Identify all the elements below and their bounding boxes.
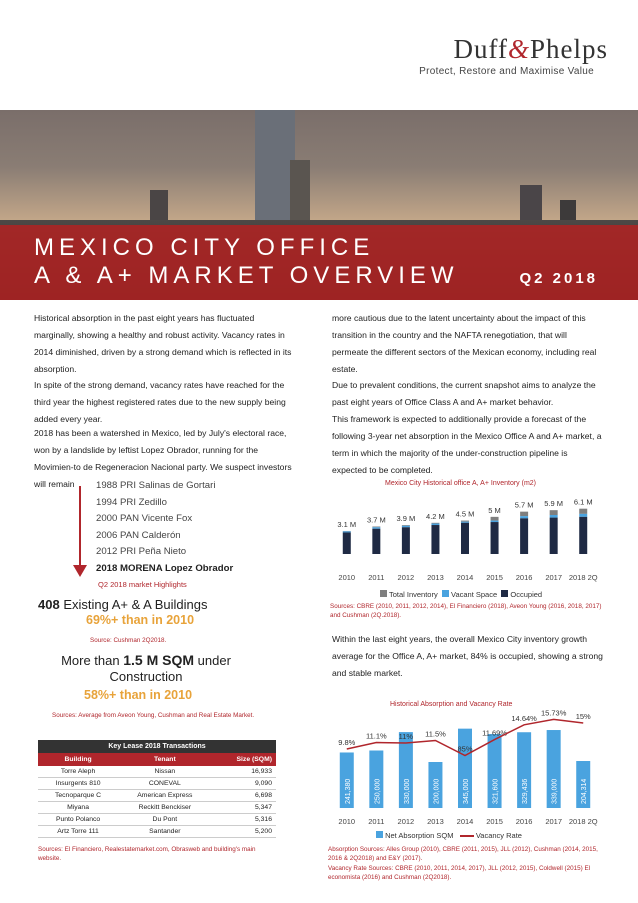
inventory-x-tick-label: 2018 2Q: [568, 573, 598, 582]
table-row: [38, 790, 276, 802]
intro-paragraph-5: Due to prevalent conditions, the current snapshot aims to analyze the past eight years of Office Class A and A+ market behavior.: [332, 380, 596, 407]
presidency-timeline: [96, 478, 233, 577]
inventory-occupied-bar: [491, 522, 499, 554]
inventory-occupied-bar: [343, 532, 351, 554]
absorption-bar-label: 250,000: [374, 778, 382, 804]
inventory-chart-source: Sources: CBRE (2010, 2011, 2012, 2014), El Financiero (2018), Aveon Young (2016, 2018, 2017) and Cushman (2Q.2018).: [330, 603, 602, 619]
timeline-item: 1994 PRI Zedillo: [96, 496, 167, 508]
absorption-x-tick-label: 2012: [397, 817, 415, 826]
absorption-chart-source: Absorption Sources: Alles Group (2010), CBRE (2011, 2015), JLL (2012), Cushman (2014, 2015, 2016 & 2Q2018) and E&Y (2017).: [328, 846, 598, 862]
absorption-x-tick-label: 2015: [486, 817, 503, 826]
table-cell: 9,090: [212, 778, 276, 790]
inventory-occupied-bar: [372, 529, 380, 554]
vacancy-rate-label: 14.64%: [511, 713, 537, 723]
intro-paragraph-1: Historical absorption in the past eight years has fluctuated marginally, showing a healthy and robust activity. Vacancy rates in 2014 diminished, driven by a strong demand which is reflected in its absorption.: [34, 313, 292, 374]
inventory-total-bar: [550, 510, 558, 515]
inventory-total-bar: [372, 527, 380, 528]
column-header: Size (SQM): [212, 753, 276, 766]
absorption-bar-label: 200,000: [433, 778, 441, 804]
legend-line: [460, 835, 474, 837]
legend-swatch: [380, 590, 387, 597]
inventory-total-bar: [491, 517, 499, 521]
inventory-bar-label: 3.9 M: [396, 514, 416, 524]
absorption-x-tick-label: 2017: [545, 817, 563, 826]
inventory-chart: [326, 488, 604, 600]
inventory-x-tick-label: 2015: [486, 573, 503, 582]
inventory-bar-label: 5.7 M: [514, 500, 534, 510]
absorption-bar-label: 339,000: [551, 778, 559, 804]
timeline-arrow-line: [79, 486, 81, 568]
table-row: [38, 802, 276, 814]
absorption-bar-label: 345,000: [463, 778, 470, 804]
absorption-chart-legend: Net Absorption SQM Vacancy Rate: [376, 831, 522, 840]
inventory-chart-title: Mexico City Historical office A, A+ Inventory (m2): [385, 480, 537, 487]
inventory-bar-label: 4.2 M: [426, 511, 445, 521]
column-header: Tenant: [118, 753, 211, 766]
table-cell: CONEVAL: [118, 778, 211, 790]
inventory-occupied-bar: [520, 518, 528, 554]
inventory-occupied-bar: [402, 527, 410, 554]
inventory-x-tick-label: 2014: [456, 573, 474, 582]
inventory-vacant-bar: [520, 516, 528, 518]
vacancy-rate-label: 85%: [457, 744, 473, 754]
vacancy-rate-label: 9.8%: [338, 738, 356, 747]
inventory-vacant-bar: [431, 524, 439, 525]
timeline-item: 2012 PRI Peña Nieto: [96, 546, 187, 557]
table-cell: Santander: [118, 826, 211, 838]
timeline-item: 2006 PAN Calderón: [96, 529, 181, 541]
inventory-occupied-bar: [550, 518, 558, 554]
timeline-item: 2000 PAN Vicente Fox: [96, 513, 193, 524]
vacancy-rate-label: 11.69%: [482, 728, 508, 738]
inventory-vacant-bar: [550, 515, 558, 518]
report-title-line1: MEXICO CITY OFFICE: [34, 234, 375, 261]
table-cell: Reckitt Benckiser: [118, 802, 211, 814]
inventory-vacant-bar: [402, 526, 410, 527]
quarter-badge: Q2 2018: [519, 270, 598, 287]
legend-swatch: [376, 831, 383, 838]
absorption-bar-label: 204,314: [581, 778, 589, 804]
inventory-x-tick-label: 2013: [427, 573, 444, 582]
table-row: [38, 778, 276, 790]
inventory-x-tick-label: 2017: [545, 573, 563, 582]
table-cell: Insurgents 810: [38, 778, 118, 790]
table-cell: Tecnoparque C: [38, 790, 118, 802]
legend-swatch: [501, 590, 508, 597]
inventory-total-bar: [461, 521, 469, 522]
inventory-x-tick-label: 2011: [368, 573, 385, 582]
highlight-buildings: 408 Existing A+ & A Buildings: [38, 597, 208, 612]
inventory-total-bar: [579, 509, 587, 514]
highlight-construction-growth: 58%+ than in 2010: [84, 688, 193, 702]
absorption-bar-label: 321,600: [492, 778, 500, 804]
absorption-chart-title: Historical Absorption and Vacancy Rate: [390, 701, 513, 708]
highlight-construction-source: Sources: Average from Aveon Young, Cushman and Real Estate Market.: [52, 712, 255, 719]
intro-paragraph-4: more cautious due to the latent uncertainty about the impact of this transition in the country and the NAFTA renegotiation, that will permeate the different sectors of the Mexican economy, including real estate.: [332, 313, 597, 374]
inventory-x-tick-label: 2016: [515, 573, 533, 582]
inventory-vacant-bar: [461, 522, 469, 523]
vacancy-rate-label: 15%: [575, 712, 591, 721]
highlights-title: Q2 2018 market Highlights: [98, 580, 187, 589]
table-cell: Torre Aleph: [38, 766, 118, 778]
inventory-occupied-bar: [431, 525, 439, 554]
highlight-buildings-growth: 69%+ than in 2010: [86, 613, 195, 627]
inventory-vacant-bar: [491, 521, 499, 522]
timeline-item: 1988 PRI Salinas de Gortari: [96, 480, 216, 491]
inventory-bar-label: 5.9 M: [544, 499, 564, 509]
inventory-x-tick-label: 2012: [397, 573, 415, 582]
inventory-bar-label: 4.5 M: [455, 509, 475, 519]
table-cell: American Express: [118, 790, 211, 802]
report-title-line2: A & A+ MARKET OVERVIEW: [34, 262, 459, 289]
inventory-total-bar: [402, 525, 410, 526]
table-cell: Nissan: [118, 766, 211, 778]
inventory-total-bar: [520, 512, 528, 516]
table-cell: 5,316: [212, 814, 276, 826]
table-row: [38, 814, 276, 826]
inventory-vacant-bar: [343, 531, 351, 532]
table-cell: 6,698: [212, 790, 276, 802]
inventory-chart-legend: Total Inventory Vacant Space Occupied: [380, 590, 542, 599]
table-cell: 5,347: [212, 802, 276, 814]
lease-table-source: Sources: El Financiero, Realestatemarket.com, Obrasweb and building's main website.: [38, 846, 256, 862]
table-cell: 5,200: [212, 826, 276, 838]
absorption-x-tick-label: 2013: [427, 817, 444, 826]
absorption-x-tick-label: 2010: [338, 817, 356, 826]
vacancy-rate-label: 15.73%: [540, 708, 567, 718]
inventory-bar-label: 3.7 M: [366, 515, 386, 525]
highlight-construction: More than 1.5 M SQM under Construction: [61, 652, 231, 684]
inventory-bar-label: 3.1 M: [337, 519, 357, 529]
absorption-x-tick-label: 2011: [368, 817, 385, 826]
table-cell: Artz Torre 111: [38, 826, 118, 838]
company-tagline: Protect, Restore and Maximise Value: [419, 66, 594, 77]
inventory-vacant-bar: [372, 527, 380, 528]
inventory-summary-paragraph: Within the last eight years, the overall Mexico City inventory growth average for the Office A, A+ market, 84% is occupied, showing a strong and stable market.: [332, 634, 603, 678]
highlight-buildings-source: Source: Cushman 2Q2018.: [90, 637, 167, 644]
absorption-bar-label: 329,436: [522, 778, 530, 804]
inventory-bar-label: 5 M: [488, 505, 501, 515]
company-logo: Duff&Phelps: [453, 34, 608, 64]
inventory-occupied-bar: [579, 517, 587, 554]
column-header: Building: [38, 753, 118, 766]
vacancy-rate-label: 11%: [398, 732, 414, 741]
absorption-x-tick-label: 2018 2Q: [568, 817, 598, 826]
table-row: [38, 766, 276, 778]
vacancy-rate-label: 11.5%: [425, 729, 446, 739]
absorption-x-tick-label: 2014: [456, 817, 474, 826]
intro-paragraph-2: In spite of the strong demand, vacancy rates have reached for the third year the highest registered rates due to the new supply being added every year.: [34, 380, 286, 424]
table-cell: Miyana: [38, 802, 118, 814]
absorption-chart: [326, 708, 604, 830]
inventory-bar-label: 6.1 M: [573, 497, 593, 507]
inventory-vacant-bar: [579, 514, 587, 517]
key-lease-table: [38, 740, 276, 838]
vacancy-rate-label: 11.1%: [365, 731, 387, 741]
table-cell: Punto Polanco: [38, 814, 118, 826]
inventory-total-bar: [431, 523, 439, 524]
table-caption: Key Lease 2018 Transactions: [38, 740, 276, 753]
timeline-arrow-head: [73, 565, 87, 577]
intro-paragraph-3: 2018 has been a watershed in Mexico, led by July's electoral race, won by a landslide by leftist Lopez Obrador, running for the Movimien-to de Regeneracion Nacional party. We suspect investors will remain: [34, 428, 292, 489]
absorption-x-tick-label: 2016: [515, 817, 533, 826]
vacancy-chart-source: Vacancy Rate Sources: CBRE (2010, 2011, 2014, 2017), JLL (2012, 2015), Coldwell (2015) El economista (2016) and Cushman (2Q2018).: [328, 865, 591, 881]
absorption-bar-label: 330,000: [403, 778, 411, 804]
timeline-item: 2018 MORENA Lopez Obrador: [96, 562, 234, 574]
intro-paragraph-6: This framework is expected to additionally provide a forecast of the following 3-year net absorption in the Mexico Office A and A+ market, a term in which the majority of the under-construction pipeline is expected to be completed.: [332, 414, 602, 475]
table-row: [38, 826, 276, 838]
table-cell: 16,933: [212, 766, 276, 778]
table-cell: Du Pont: [118, 814, 211, 826]
inventory-occupied-bar: [461, 523, 469, 554]
inventory-x-tick-label: 2010: [338, 573, 356, 582]
absorption-bar-label: 241,380: [344, 778, 352, 804]
legend-swatch: [442, 590, 449, 597]
